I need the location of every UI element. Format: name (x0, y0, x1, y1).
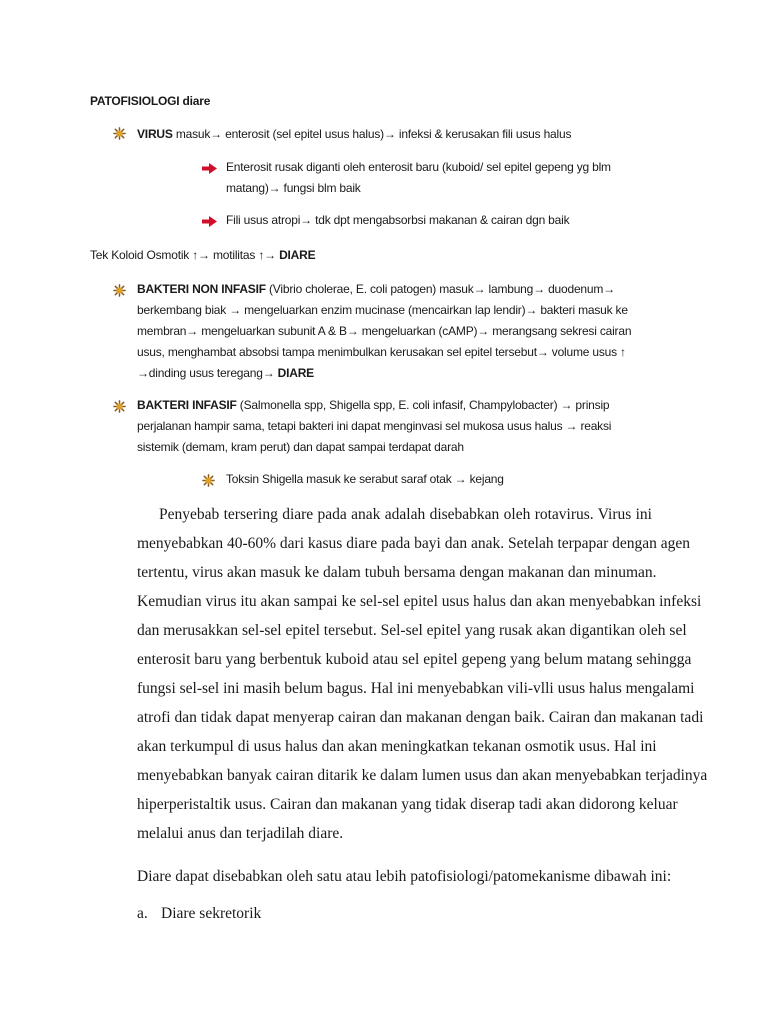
virus-line: VIRUS masuk→ enterosit (sel epitel usus halus)→ infeksi & kerusakan fili usus halus (137, 127, 572, 141)
non-infasif-line-4: usus, menghambat absobsi tampa menimbulkan kerusakan sel epitel tersebut→ volume usus ↑ (137, 345, 626, 359)
non-infasif-line-2: berkembang biak → mengeluarkan enzim mucinase (mencairkan lap lendir)→ bakteri masuk ke (137, 303, 628, 317)
arrow-bullet-icon (202, 163, 217, 174)
arrow-bullet-icon (202, 216, 217, 227)
virus-sub-1-line-1: Enterosit rusak diganti oleh enterosit baru (kuboid/ sel epitel gepeng yg blm (226, 160, 611, 174)
paragraph-line: fungsi sel-sel ini masih belum bagus. Hal ini menyebabkan vili-vlli usus halus mengalami (137, 680, 695, 697)
koloid-line: Tek Koloid Osmotik ↑→ motilitas ↑→ DIARE (90, 248, 316, 262)
paragraph-line: Penyebab tersering diare pada anak adalah disebabkan oleh rotavirus. Virus ini (159, 506, 652, 523)
paragraph-line: tertentu, virus akan masuk ke dalam tubuh bersama dengan makanan dan minuman. (137, 564, 657, 581)
list-item-a: Diare sekretorik (161, 905, 262, 922)
paragraph-line: menyebabkan banyak cairan ditarik ke dalam lumen usus dan akan menyebabkan terjadinya (137, 767, 708, 784)
infasif-line-3: sistemik (demam, kram perut) dan dapat sampai terdapat darah (137, 440, 464, 454)
paragraph-line: melalui anus dan terjadilah diare. (137, 825, 344, 842)
virus-sub-2: Fili usus atropi→ tdk dpt mengabsorbsi makanan & cairan dgn baik (226, 213, 570, 227)
non-infasif-line-5: →dinding usus teregang→ DIARE (137, 366, 314, 380)
page-title: PATOFISIOLOGI diare (90, 94, 211, 108)
non-infasif-line-3: membran→ mengeluarkan subunit A & B→ mengeluarkan (cAMP)→ merangsang sekresi cairan (137, 324, 632, 338)
star-bullet-icon (113, 127, 126, 140)
intro-line: Diare dapat disebabkan oleh satu atau lebih patofisiologi/patomekanisme dibawah ini: (137, 868, 672, 885)
list-marker-a: a. (137, 905, 148, 922)
paragraph-line: dan merusakkan sel-sel epitel tersebut. Sel-sel epitel yang rusak akan digantikan oleh sel (137, 622, 687, 639)
toksin-line: Toksin Shigella masuk ke serabut saraf otak → kejang (226, 472, 504, 486)
infasif-line-2: perjalanan hampir sama, tetapi bakteri ini dapat menginvasi sel mukosa usus halus → reaksi (137, 419, 612, 433)
star-bullet-icon (113, 400, 126, 413)
star-bullet-icon (202, 474, 215, 487)
infasif-line-1: BAKTERI INFASIF (Salmonella spp, Shigella spp, E. coli infasif, Champylobacter) → prinsip (137, 398, 610, 412)
star-bullet-icon (113, 284, 126, 297)
virus-sub-1-line-2: matang)→ fungsi blm baik (226, 181, 361, 195)
paragraph-line: enterosit baru yang berbentuk kuboid atau sel epitel gepeng yang belum matang sehingga (137, 651, 692, 668)
paragraph-line: atrofi dan tidak dapat menyerap cairan dan makanan dengan baik. Cairan dan makanan tadi (137, 709, 704, 726)
paragraph-line: menyebabkan 40-60% dari kasus diare pada bayi dan anak. Setelah terpapar dengan agen (137, 535, 691, 552)
non-infasif-line-1: BAKTERI NON INFASIF (Vibrio cholerae, E. coli patogen) masuk→ lambung→ duodenum→ (137, 282, 615, 296)
paragraph-line: Kemudian virus itu akan sampai ke sel-sel epitel usus halus dan akan menyebabkan infeksi (137, 593, 702, 610)
paragraph-line: hiperperistaltik usus. Cairan dan makanan yang tidak diserap tadi akan didorong keluar (137, 796, 678, 813)
paragraph-line: akan terkumpul di usus halus dan akan meningkatkan tekanan osmotik usus. Hal ini (137, 738, 657, 755)
